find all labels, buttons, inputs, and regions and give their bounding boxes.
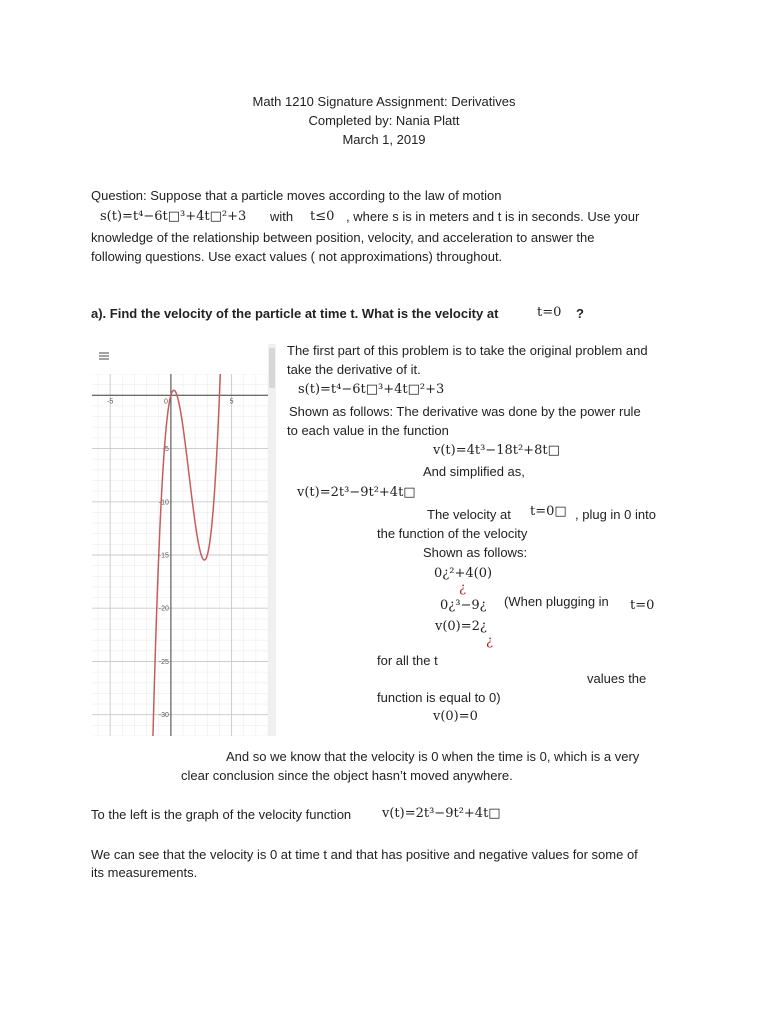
calculation-line2: 0¿³−9¿ (440, 598, 487, 613)
graph-note-text: To the left is the graph of the velocity function (91, 807, 352, 822)
derivative-equation: v(t)=4t³−18t²+8t□ (433, 443, 560, 458)
calculation-line1: 0¿²+4(0) (434, 566, 493, 581)
values-the-text: values the (587, 671, 647, 686)
for-all-text: for all the t (377, 653, 438, 668)
velocity-graph (92, 344, 276, 736)
part-a-heading-equation: t=0 (537, 305, 562, 320)
when-plugging-text: (When plugging in (504, 594, 609, 609)
x-tick-label: -5 (107, 398, 114, 406)
document-title: Math 1210 Signature Assignment: Derivatives (252, 94, 516, 109)
velocity-at-equation: t=0□ (530, 504, 567, 519)
graph-scrollbar-thumb (269, 348, 275, 388)
with-text: with (270, 209, 294, 224)
explanation-line4: to each value in the function (287, 423, 449, 438)
plug-in-text: , plug in 0 into (575, 507, 656, 522)
function-equal-zero-text: function is equal to 0) (377, 690, 501, 705)
position-equation: s(t)=t⁴−6t□³+4t□²+3 (100, 209, 247, 224)
question-intro: Question: Suppose that a particle moves according to the law of motion (91, 188, 502, 203)
y-tick-label: -10 (158, 499, 169, 507)
shown-as-follows-text: Shown as follows: (423, 545, 528, 560)
y-tick-label: -20 (158, 605, 169, 613)
velocity-at-text: The velocity at (427, 507, 511, 522)
explanation-line3: Shown as follows: The derivative was done by the power rule (289, 404, 641, 419)
graph-background (92, 344, 276, 736)
final-line2: its measurements. (91, 865, 198, 880)
question-line3: knowledge of the relationship between position, velocity, and acceleration to answer the (91, 230, 595, 245)
conclusion-line1: And so we know that the velocity is 0 when the time is 0, which is a very (226, 749, 640, 764)
conclusion-line2: clear conclusion since the object hasn’t moved anywhere. (181, 768, 513, 783)
part-a-heading: a). Find the velocity of the particle at time t. What is the velocity at (91, 306, 499, 321)
calculation-line3-mark: ¿ (486, 634, 493, 649)
x-tick-label: 0 (163, 398, 168, 406)
question-where: , where s is in meters and t is in seconds. Use your (346, 209, 640, 224)
when-plugging-equation: t=0 (630, 598, 655, 613)
condition-equation: t≤0 (310, 209, 335, 224)
final-line1: We can see that the velocity is 0 at time t and that has positive and negative values for some of (91, 847, 638, 862)
explanation-line2: take the derivative of it. (287, 362, 421, 377)
y-tick-label: -25 (158, 658, 169, 666)
function-of-velocity-text: the function of the velocity (377, 526, 528, 541)
y-tick-label: -5 (162, 446, 169, 454)
position-equation-repeat: s(t)=t⁴−6t□³+4t□²+3 (298, 382, 445, 397)
velocity-equation: v(t)=2t³−9t²+4t□ (297, 485, 416, 500)
explanation-line1: The first part of this problem is to take the original problem and (287, 343, 648, 358)
calculation-line1-mark: ¿ (459, 581, 466, 596)
graph-toolbar (92, 344, 276, 374)
graph-note-equation: v(t)=2t³−9t²+4t□ (382, 806, 501, 821)
question-line4: following questions. Use exact values ( not approximations) throughout. (91, 249, 503, 264)
x-tick-label: 5 (229, 398, 234, 406)
result-equation: v(0)=0 (433, 709, 478, 724)
y-tick-label: -15 (158, 552, 169, 560)
y-tick-label: -30 (158, 712, 169, 720)
date-line: March 1, 2019 (342, 132, 426, 147)
author-line: Completed by: Nania Platt (308, 113, 460, 128)
simplified-text: And simplified as, (423, 464, 525, 479)
calculation-line3: v(0)=2¿ (435, 619, 487, 634)
graph-scrollbar (268, 344, 276, 736)
part-a-question-mark: ? (576, 306, 584, 321)
